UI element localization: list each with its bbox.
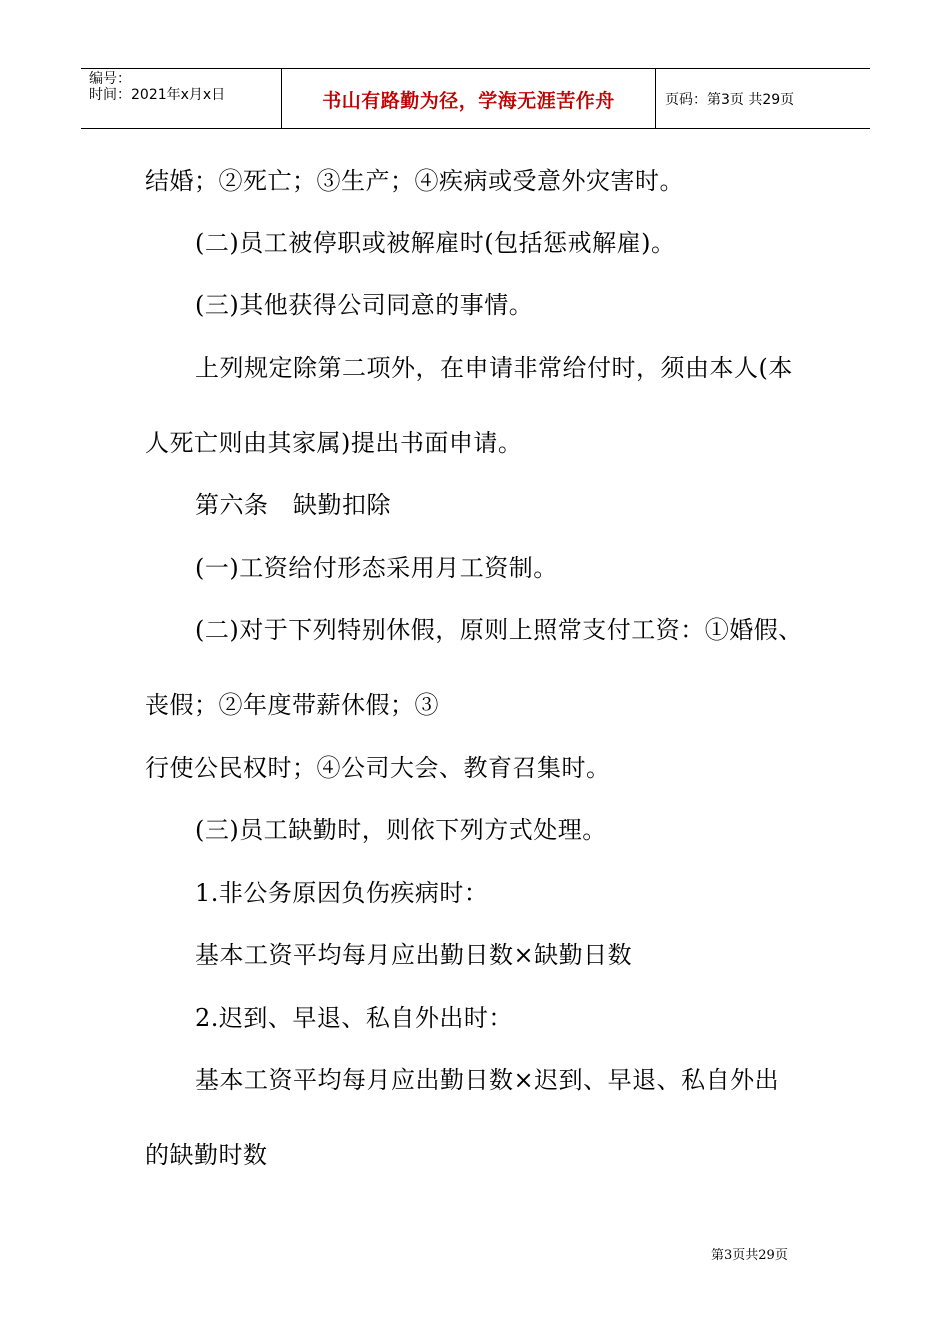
header-meta	[81, 69, 282, 128]
body-line: 结婚；②死亡；③生产；④疾病或受意外灾害时。	[145, 167, 684, 195]
number-label: 编号：	[89, 71, 131, 87]
motto-text: 书山有路勤为径，学海无涯苦作舟	[322, 90, 615, 112]
body-line: 2.迟到、早退、私自外出时：	[195, 1004, 513, 1032]
body-line: (二)对于下列特别休假，原则上照常支付工资：①婚假、	[195, 616, 803, 644]
body-line: 人死亡则由其家属)提出书面申请。	[145, 429, 523, 457]
body-line: 基本工资平均每月应出勤日数×缺勤日数	[195, 941, 633, 969]
body-line: (三)其他获得公司同意的事情。	[195, 291, 534, 319]
body-line: 丧假；②年度带薪休假；③	[145, 691, 439, 719]
time-label: 时间：2021年x月x日	[89, 87, 226, 103]
body-line: (一)工资给付形态采用月工资制。	[195, 554, 558, 582]
header-page-info-cell	[656, 69, 870, 128]
document-header	[81, 68, 870, 129]
body-line: 1.非公务原因负伤疾病时：	[195, 879, 489, 907]
page-footer: 第3页共29页	[711, 1248, 788, 1263]
body-line: 的缺勤时数	[145, 1141, 268, 1169]
body-line: (三)员工缺勤时，则依下列方式处理。	[195, 816, 607, 844]
section-heading: 第六条 缺勤扣除	[195, 491, 391, 519]
body-line: 基本工资平均每月应出勤日数×迟到、早退、私自外出	[195, 1066, 780, 1094]
header-motto-cell	[282, 69, 656, 128]
body-line: 行使公民权时；④公司大会、教育召集时。	[145, 754, 611, 782]
body-line: 上列规定除第二项外，在申请非常给付时，须由本人(本	[195, 354, 793, 382]
body-line: (二)员工被停职或被解雇时(包括惩戒解雇)。	[195, 229, 676, 257]
page-info: 页码：第3页 共29页	[665, 91, 795, 108]
